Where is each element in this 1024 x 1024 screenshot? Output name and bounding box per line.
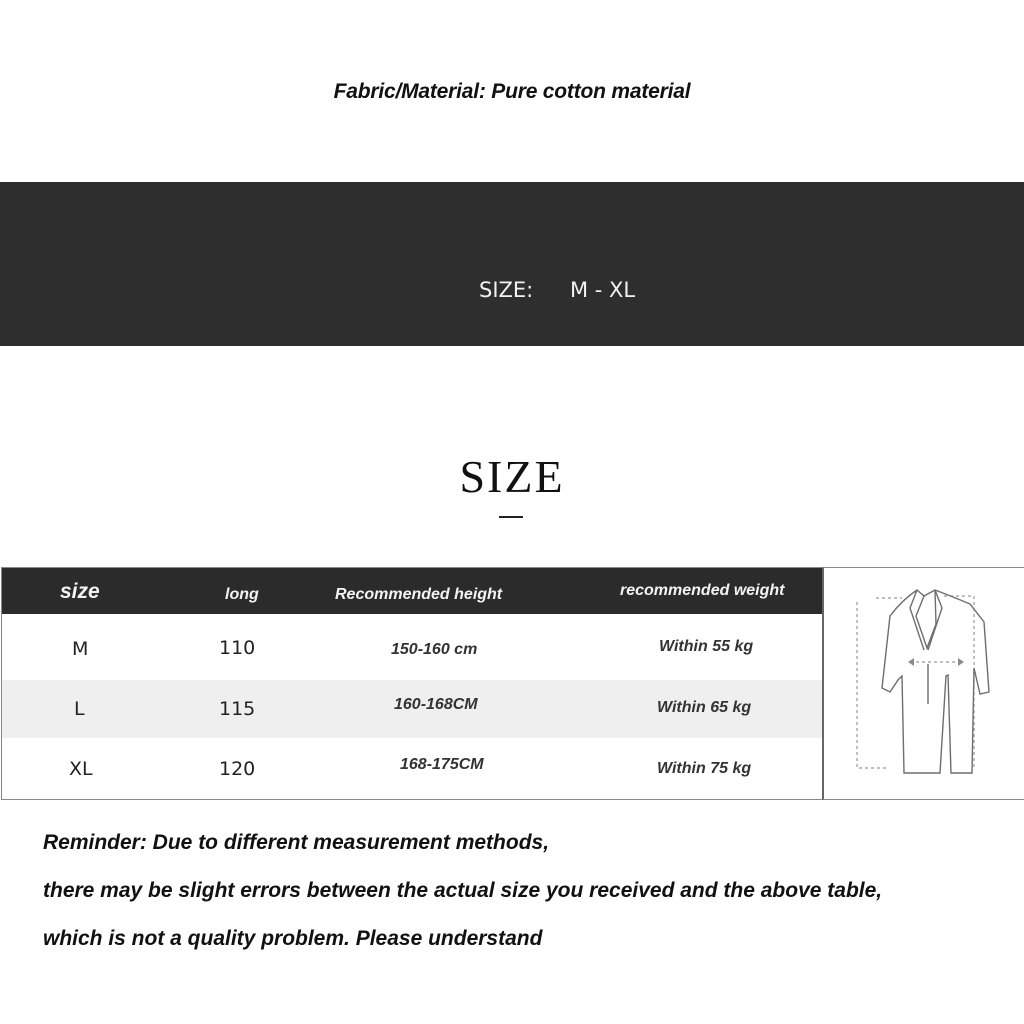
banner-size-label: SIZE: xyxy=(479,278,534,302)
fabric-material-line: Fabric/Material: Pure cotton material xyxy=(333,80,691,103)
header-recommended-height: Recommended height xyxy=(335,586,503,603)
coat-figure-panel xyxy=(822,567,1024,800)
size-table xyxy=(1,567,823,800)
cell-weight xyxy=(657,760,751,778)
cell-height: 150-160 cm xyxy=(391,641,478,658)
table-row xyxy=(2,680,822,738)
size-heading: SIZE xyxy=(459,451,565,502)
weight-prefix: Within xyxy=(657,699,706,716)
cell-height: 168-175CM xyxy=(400,756,484,773)
cell-weight xyxy=(657,699,751,717)
weight-value: 75 xyxy=(710,760,728,777)
cell-size: L xyxy=(74,698,85,720)
weight-prefix: Within xyxy=(657,760,706,777)
cell-long: 110 xyxy=(219,637,256,659)
table-row xyxy=(2,614,822,680)
cell-long: 115 xyxy=(219,698,256,720)
cell-size: XL xyxy=(69,758,93,780)
table-row xyxy=(2,738,822,800)
banner-size-value: M - XL xyxy=(570,278,636,302)
weight-unit: kg xyxy=(732,699,752,716)
cell-size: M xyxy=(72,638,89,660)
cell-weight xyxy=(659,638,753,656)
cell-long: 120 xyxy=(219,758,256,780)
heading-divider xyxy=(499,516,523,518)
weight-prefix: Within xyxy=(659,638,708,655)
size-range-banner xyxy=(0,182,1024,346)
reminder-line-3: which is not a quality problem. Please understand xyxy=(43,927,543,950)
header-long: long xyxy=(225,586,259,603)
weight-unit: kg xyxy=(732,760,752,777)
weight-unit: kg xyxy=(734,638,754,655)
weight-value: 55 xyxy=(712,638,730,655)
cell-height: 160-168CM xyxy=(394,696,478,713)
coat-measurement-icon xyxy=(824,568,1024,799)
table-header xyxy=(2,568,822,614)
reminder-line-1: Reminder: Due to different measurement methods, xyxy=(43,831,550,854)
header-size: size xyxy=(60,580,100,603)
weight-value: 65 xyxy=(710,699,728,716)
header-recommended-weight: recommended weight xyxy=(620,582,785,599)
reminder-line-2: there may be slight errors between the actual size you received and the above table, xyxy=(43,879,883,902)
